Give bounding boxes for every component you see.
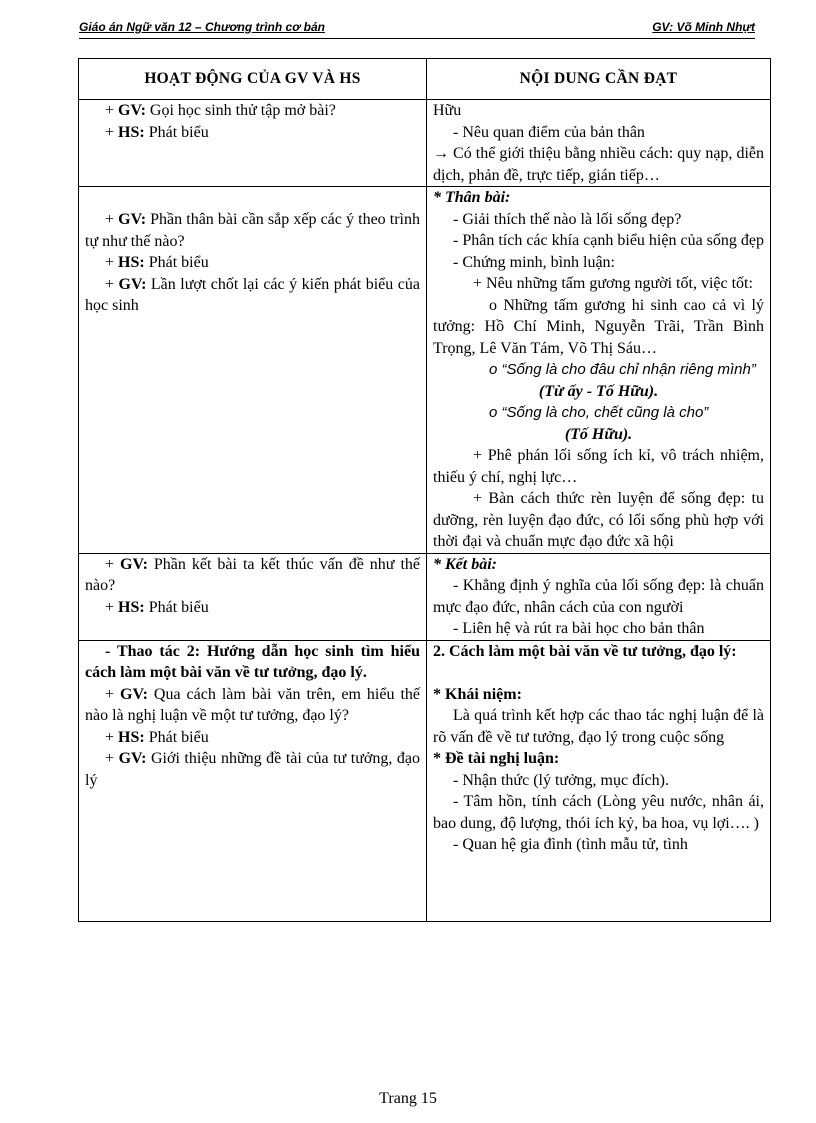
activity-cell: + GV: Phần kết bài ta kết thúc vấn đề như thế nào? + HS: Phát biểu [79, 553, 427, 640]
activity-cell: + GV: Gọi học sinh thử tập mở bài? + HS: Phát biểu [79, 100, 427, 187]
section-title: * Kết bài: [433, 555, 497, 573]
table-row [79, 640, 771, 921]
quote-source: (Từ ấy - Tố Hữu). [538, 382, 659, 400]
section-title: * Đề tài nghị luận: [433, 750, 560, 767]
content-cell: * Kết bài: - Khẳng định ý nghĩa của lối sống đẹp: là chuẩn mực đạo đức, nhân cách của con người - Liên hệ và rút ra bài học cho bản thân [427, 553, 771, 640]
header-right: GV: Võ Minh Nhựt [652, 20, 755, 34]
section-title: 2. Cách làm một bài văn về tư tưởng, đạo lý: [433, 642, 737, 660]
table-header-row [79, 59, 771, 100]
table-row [79, 187, 771, 554]
content-cell: 2. Cách làm một bài văn về tư tưởng, đạo lý: * Khái niệm: Là quá trình kết hợp các thao tác nghị luận để là rõ vấn đề về tư tưởng, đạo lý trong cuộc sống * Đề tài nghị luận: - Nhận thức (lý tưởng, mục đích). - Tâm hồn, tính cách (Lòng yêu nước, nhân ái, bao dung, độ lượng, thói ích kỷ, ba hoa, vụ lợi…. ) - Quan hệ gia đình (tình mẫu tử, tình [427, 640, 771, 921]
section-title: * Khái niệm: [433, 685, 522, 703]
quote: o “Sống là cho đâu chỉ nhận riêng mình” [489, 361, 756, 378]
quote: o “Sống là cho, chết cũng là cho” [489, 404, 709, 421]
page-header [79, 18, 755, 39]
content-cell: * Thân bài: - Giải thích thế nào là lối sống đẹp? - Phân tích các khía cạnh biểu hiện của sống đẹp - Chứng minh, bình luận: + Nêu những tấm gương người tốt, việc tốt: o Những tấm gương hi sinh cao cả vì lý tưởng: Hồ Chí Minh, Nguyễn Trãi, Trần Bình Trọng, Lê Văn Tám, Võ Thị Sáu… o “Sống là cho đâu chỉ nhận riêng mình” (Từ ấy - Tố Hữu). o “Sống là cho, chết cũng là cho” (Tố Hữu). + Phê phán lối sống ích kỉ, vô trách nhiệm, thiếu ý chí, nghị lực… + Bàn cách thức rèn luyện để sống đẹp: tu dưỡng, rèn luyện đạo đức, có lối sống phù hợp với thời đại và chuẩn mực đạo đức xã hội [427, 187, 771, 554]
table-row [79, 100, 771, 187]
col1-header: HOẠT ĐỘNG CỦA GV VÀ HS [79, 59, 427, 100]
table-row [79, 553, 771, 640]
col2-header: NỘI DUNG CẦN ĐẠT [427, 59, 771, 100]
activity-cell: + GV: Phần thân bài cần sắp xếp các ý theo trình tự như thế nào? + HS: Phát biểu + GV: Lần lượt chốt lại các ý kiến phát biểu của học sinh [79, 187, 427, 554]
activity-cell: - Thao tác 2: Hướng dẫn học sinh tìm hiểu cách làm một bài văn về tư tưởng, đạo lý. + GV: Qua cách làm bài văn trên, em hiểu thế nào là nghị luận về một tư tưởng, đạo lý? + HS: Phát biểu + GV: Giới thiệu những đề tài của tư tưởng, đạo lý [79, 640, 427, 921]
content-cell: Hữu - Nêu quan điểm của bản thân → Có thể giới thiệu bằng nhiều cách: quy nạp, diễn dịch, phản đề, trực tiếp, gián tiếp… [427, 100, 771, 187]
lesson-table [78, 58, 771, 922]
quote-source: (Tố Hữu). [564, 425, 633, 443]
section-title: * Thân bài: [433, 189, 511, 206]
page-number: Trang 15 [379, 1090, 437, 1107]
header-left: Giáo án Ngữ văn 12 – Chương trình cơ bản [79, 20, 325, 34]
